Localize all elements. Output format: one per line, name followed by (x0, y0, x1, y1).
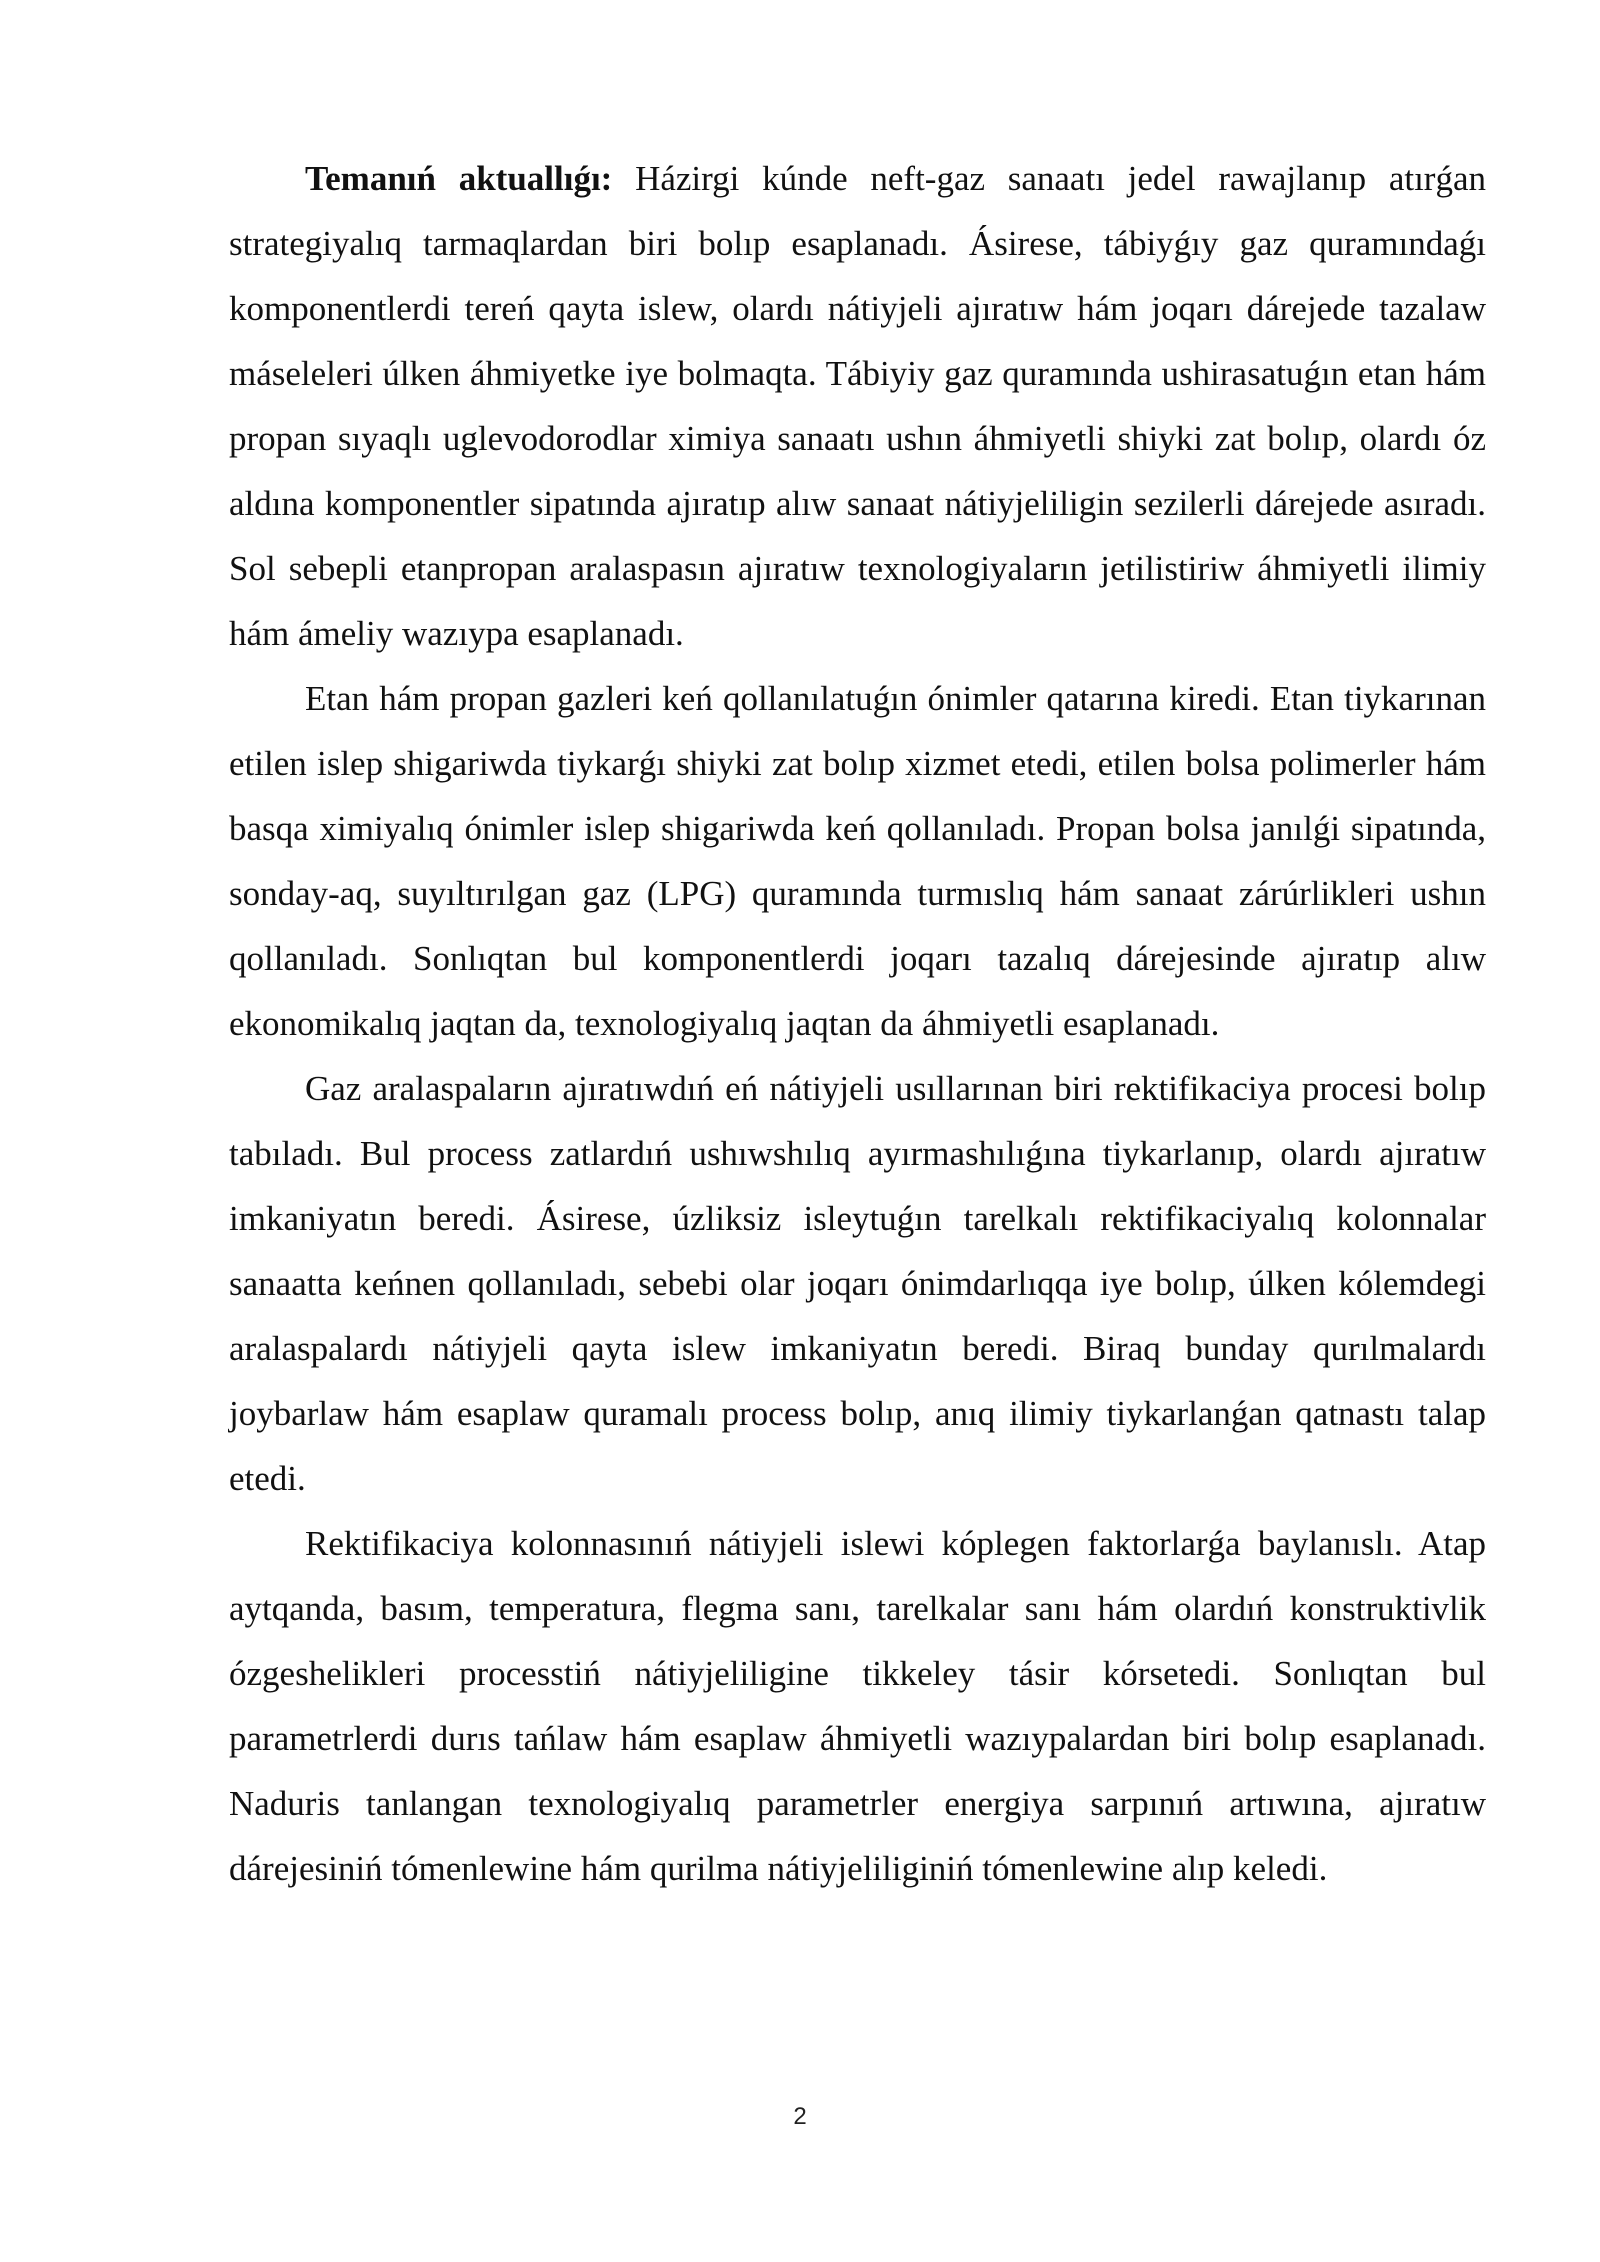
paragraph-relevance (229, 146, 1486, 666)
paragraph-column-factors: Rektifikaciya kolonnasınıń nátiyjeli islewi kóplegen faktorlarǵa baylanıslı. Atap aytqanda, basım, temperatura, flegma sanı, tarelkalar sanı hám olardıń konstruktivlik ózgeshelikleri processtiń nátiyjeliligine tikkeley tásir kórsetedi. Sonlıqtan bul parametrlerdi durıs tańlaw hám esaplaw áhmiyetli wazıypalardan biri bolıp esaplanadı. Naduris tanlangan texnologiyalıq parametrler energiya sarpınıń artıwına, ajıratıw dárejesiniń tómenlewine hám qurilma nátiyjeliliginiń tómenlewine alıp keledi. (229, 1524, 1486, 1888)
page-number: 2 (793, 2103, 807, 2130)
section-heading-relevance: Temanıń aktuallıǵı: (305, 159, 613, 198)
paragraph-rectification-method: Gaz aralaspaların ajıratıwdıń eń nátiyjeli usıllarınan biri rektifikaciya procesi bolıp tabıladı. Bul process zatlardıń ushıwshılıq ayırmashılıǵına tiykarlanıp, olardı ajıratıw imkaniyatın beredi. Ásirese, úzliksiz isleytuǵın tarelkalı rektifikaciyalıq kolonnalar sanaatta keńnen qollanıladı, sebebi olar joqarı ónimdarlıqqa iye bolıp, úlken kólemdegi aralaspalardı nátiyjeli qayta islew imkaniyatın beredi. Biraq bunday qurılmalardı joybarlaw hám esaplaw quramalı process bolıp, anıq ilimiy tiykarlanǵan qatnastı talap etedi. (229, 1069, 1486, 1498)
page-body (229, 146, 1486, 1901)
paragraph-ethane-propane-uses: Etan hám propan gazleri keń qollanılatuǵın ónimler qatarına kiredi. Etan tiykarınan etilen islep shigariwda tiykarǵı shiyki zat bolıp xizmet etedi, etilen bolsa polimerler hám basqa ximiyalıq ónimler islep shigariwda keń qollanıladı. Propan bolsa janılǵi sipatında, sonday-aq, suyıltırılgan gaz (LPG) quramında turmıslıq hám sanaat zárúrlikleri ushın qollanıladı. Sonlıqtan bul komponentlerdi joqarı tazalıq dárejesinde ajıratıp alıw ekonomikalıq jaqtan da, texnologiyalıq jaqtan da áhmiyetli esaplanadı. (229, 679, 1486, 1043)
paragraph-text: Házirgi kúnde neft-gaz sanaatı jedel rawajlanıp atırǵan strategiyalıq tarmaqlardan biri bolıp esaplanadı. Ásirese, tábiyǵıy gaz quramındaǵı komponentlerdi tereń qayta islew, olardı nátiyjeli ajıratıw hám joqarı dárejede tazalaw máseleleri úlken áhmiyetke iye bolmaqta. Tábiyiy gaz quramında ushirasatuǵın etan hám propan sıyaqlı uglevodorodlar ximiya sanaatı ushın áhmiyetli shiyki zat bolıp, olardı óz aldına komponentler sipatında ajıratıp alıw sanaat nátiyjeliligin sezilerli dárejede asıradı. Sol sebepli etanpropan aralaspasın ajıratıw texnologiyaların jetilistiriw áhmiyetli ilimiy hám ámeliy wazıypa esaplanadı. (229, 159, 1486, 653)
